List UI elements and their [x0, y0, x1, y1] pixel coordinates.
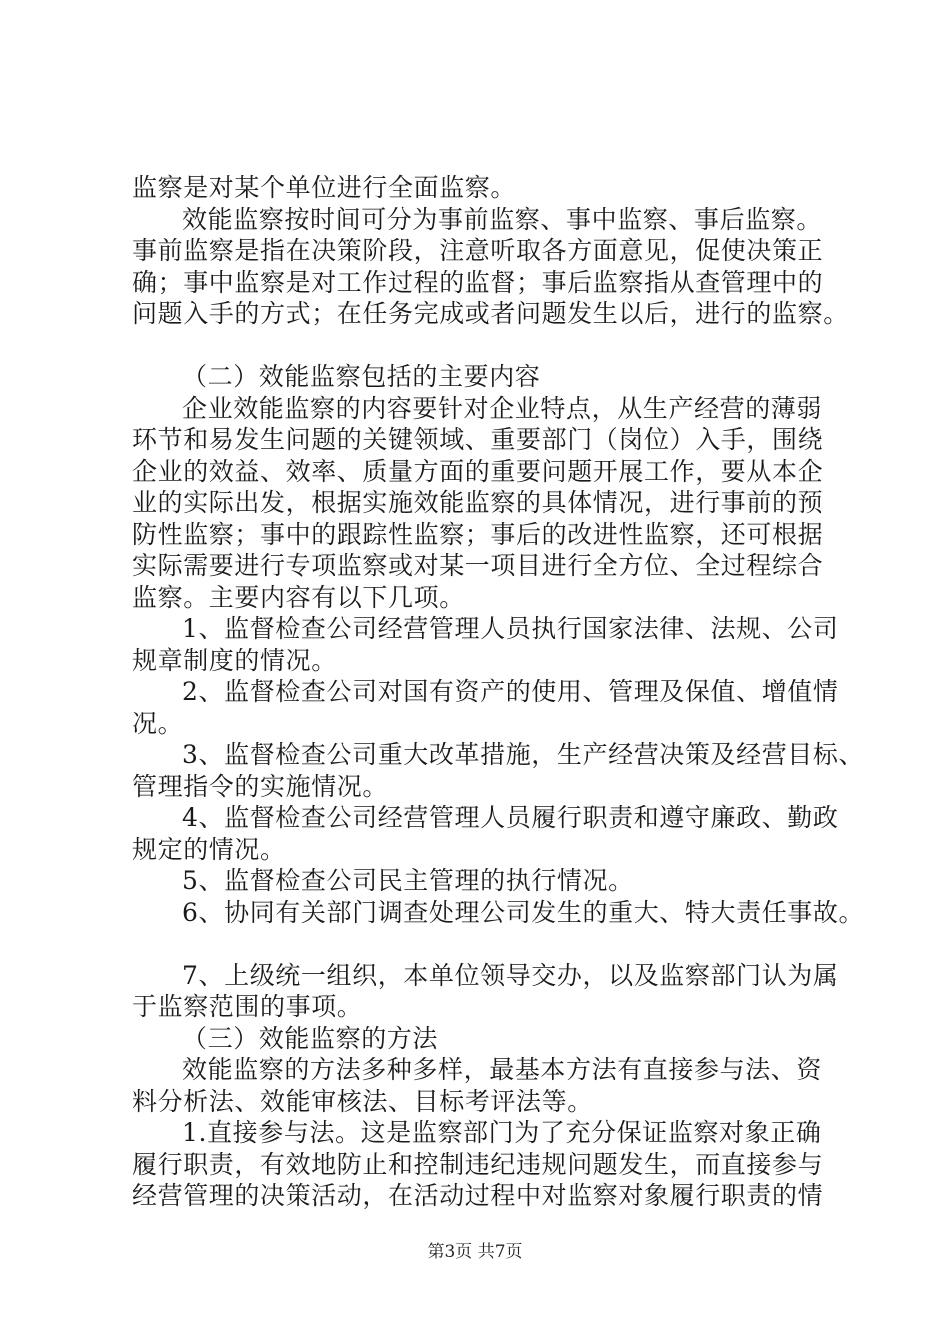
section-heading: （三）效能监察的方法 — [182, 1023, 439, 1053]
page-number-footer: 第3页 共7页 — [427, 1242, 523, 1262]
text-line: 问题入手的方式；在任务完成或者问题发生以后，进行的监察。 — [132, 299, 849, 328]
document-body — [132, 172, 865, 1212]
blank-line — [132, 330, 832, 362]
text-line: 经营管理的决策活动，在活动过程中对监察对象履行职责的情 — [132, 1181, 824, 1210]
text-line: 规章制度的情况。 — [132, 645, 337, 675]
text-line: 环节和易发生问题的关键领域、重要部门（岗位）入手，围绕 — [132, 425, 824, 454]
text-line: 于监察范围的事项。 — [132, 992, 363, 1021]
list-item: 5、监督检查公司民主管理的执行情况。 — [182, 866, 634, 895]
list-item: 7、上级统一组织，本单位领导交办，以及监察部门认为属 — [182, 960, 839, 990]
text-line: 监察。主要内容有以下几项。 — [132, 582, 465, 612]
text-line: 履行职责，有效地防止和控制违纪违规问题发生，而直接参与 — [132, 1149, 824, 1179]
list-item: 3、监督检查公司重大改革措施，生产经营决策及经营目标、 — [182, 740, 865, 769]
text-line: 实际需要进行专项监察或对某一项目进行全方位、全过程综合 — [132, 551, 824, 580]
list-item: 4、监督检查公司经营管理人员履行职责和遵守廉政、勤政 — [182, 803, 839, 832]
text-line: 业的实际出发，根据实施效能监察的具体情况，进行事前的预 — [132, 488, 824, 517]
list-item: 6、协同有关部门调查处理公司发生的重大、特大责任事故。 — [182, 897, 865, 927]
text-line: 监察是对某个单位进行全面监察。 — [132, 173, 517, 202]
text-line: 确；事中监察是对工作过程的监督；事后监察指从查管理中的 — [132, 267, 824, 297]
blank-line — [132, 928, 832, 960]
text-line: 防性监察；事中的跟踪性监察；事后的改进性监察，还可根据 — [132, 519, 824, 549]
text-line: 管理指令的实施情况。 — [132, 771, 389, 801]
text-line: 效能监察的方法多种多样，最基本方法有直接参与法、资 — [182, 1055, 823, 1084]
text-line: 事前监察是指在决策阶段，注意听取各方面意见，促使决策正 — [132, 236, 824, 265]
list-item: 1.直接参与法。这是监察部门为了充分保证监察对象正确 — [182, 1118, 822, 1147]
text-line: 企业效能监察的内容要针对企业特点，从生产经营的薄弱 — [182, 393, 823, 423]
list-item: 1、监督检查公司经营管理人员执行国家法律、法规、公司 — [182, 614, 839, 643]
section-heading: （二）效能监察包括的主要内容 — [182, 362, 541, 391]
text-line: 效能监察按时间可分为事前监察、事中监察、事后监察。 — [182, 204, 823, 234]
list-item: 2、监督检查公司对国有资产的使用、管理及保值、增值情 — [182, 677, 839, 706]
text-line: 企业的效益、效率、质量方面的重要问题开展工作，要从本企 — [132, 456, 824, 486]
text-line: 况。 — [132, 708, 184, 738]
text-line: 规定的情况。 — [132, 834, 286, 864]
text-line: 料分析法、效能审核法、目标考评法等。 — [132, 1086, 593, 1116]
